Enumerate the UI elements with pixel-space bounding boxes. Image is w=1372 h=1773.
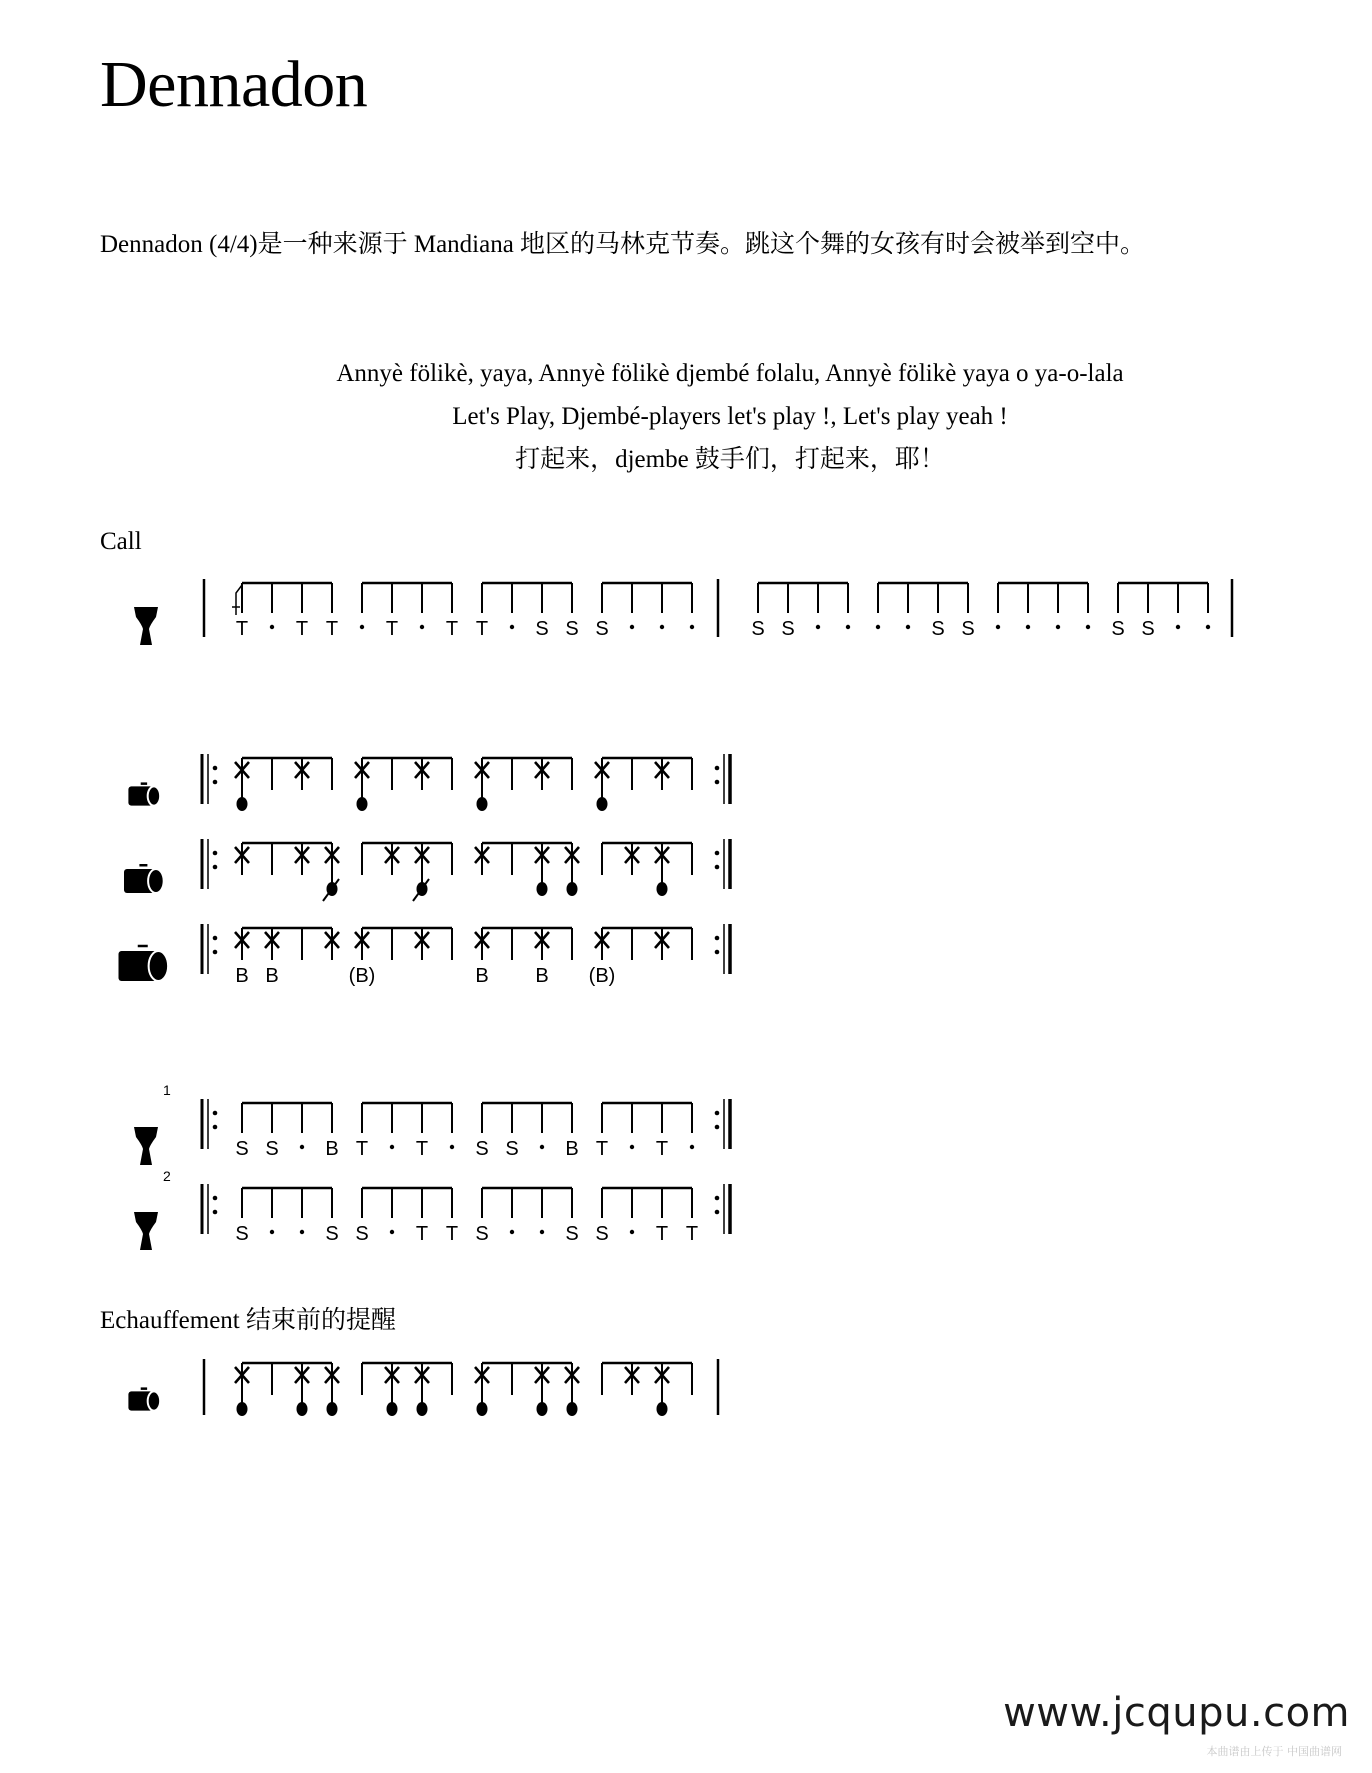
svg-text:T: T [235,618,249,640]
svg-text:T: T [655,1223,669,1245]
svg-text:(B): (B) [588,965,616,987]
djembe2-notation-row [0,1180,1372,1250]
svg-text:S: S [535,618,549,640]
svg-text:S: S [751,618,765,640]
call-notation-row [0,575,1372,645]
djembe2-staff [0,1180,1372,1250]
svg-text:S: S [355,1223,369,1245]
djembe1-staff [0,1095,1372,1165]
svg-text:(B): (B) [348,965,376,987]
rhythm-description: Dennadon (4/4)是一种来源于 Mandiana 地区的马林克节奏。跳这个舞的女孩有时会被举到空中。 [100,231,1146,258]
echauffement-staff [0,1355,1372,1425]
djembe-icon [134,607,158,645]
djembe2-number: 2 [163,1168,171,1184]
svg-text:T: T [685,1223,699,1245]
svg-text:B: B [265,965,279,987]
svg-text:T: T [655,1138,669,1160]
dundunba-notation-row [0,920,1372,990]
kenkeni-icon [128,1387,160,1410]
lyrics-block [0,352,1372,481]
watermark-subtext: 本曲谱由上传于 中国曲谱网 [1206,1745,1342,1758]
svg-text:T: T [595,1138,609,1160]
svg-text:S: S [961,618,975,640]
svg-text:S: S [595,618,609,640]
svg-text:T: T [415,1223,429,1245]
svg-text:S: S [781,618,795,640]
sangban-icon [124,864,164,893]
svg-text:T: T [445,618,459,640]
svg-text:S: S [565,1223,579,1245]
svg-text:T: T [445,1223,459,1245]
svg-text:S: S [595,1223,609,1245]
svg-text:T: T [415,1138,429,1160]
lyrics-line-2: Let's Play, Djembé-players let's play !, Let's play yeah ! [452,403,1008,430]
sangban-staff [0,835,1372,905]
djembe1-notation-row [0,1095,1372,1165]
dundunba-staff [0,920,1372,990]
svg-text:S: S [931,618,945,640]
svg-text:S: S [235,1138,249,1160]
lyrics-line-3: 打起来，djembe 鼓手们，打起来，耶！ [515,446,945,473]
dundunba-icon [119,945,169,981]
svg-text:T: T [325,618,339,640]
echauffement-notation-row [0,1355,1372,1425]
svg-text:T: T [355,1138,369,1160]
svg-text:S: S [235,1223,249,1245]
call-label: Call [100,528,142,555]
svg-text:B: B [565,1138,579,1160]
call-staff [0,575,1372,645]
svg-text:B: B [535,965,549,987]
kenkeni-staff [0,750,1372,820]
svg-text:S: S [1111,618,1125,640]
svg-text:S: S [325,1223,339,1245]
djembe1-number: 1 [163,1082,171,1098]
svg-text:S: S [475,1138,489,1160]
svg-text:B: B [475,965,489,987]
djembe-icon [134,1212,158,1250]
svg-text:S: S [475,1223,489,1245]
svg-text:S: S [265,1138,279,1160]
svg-text:T: T [475,618,489,640]
kenkeni-notation-row [0,750,1372,820]
sangban-notation-row [0,835,1372,905]
echauffement-label: Echauffement 结束前的提醒 [100,1307,396,1334]
page-title: Dennadon [100,48,368,121]
watermark: www.jcqupu.com [1003,1690,1350,1736]
lyrics-line-1: Annyè fölikè, yaya, Annyè fölikè djembé folalu, Annyè fölikè yaya o ya-o-lala [336,360,1124,387]
svg-text:S: S [565,618,579,640]
djembe-icon [134,1127,158,1165]
svg-text:B: B [325,1138,339,1160]
svg-text:T: T [385,618,399,640]
svg-text:T: T [295,618,309,640]
svg-text:B: B [235,965,249,987]
svg-text:S: S [505,1138,519,1160]
svg-text:S: S [1141,618,1155,640]
kenkeni-icon [128,782,160,805]
